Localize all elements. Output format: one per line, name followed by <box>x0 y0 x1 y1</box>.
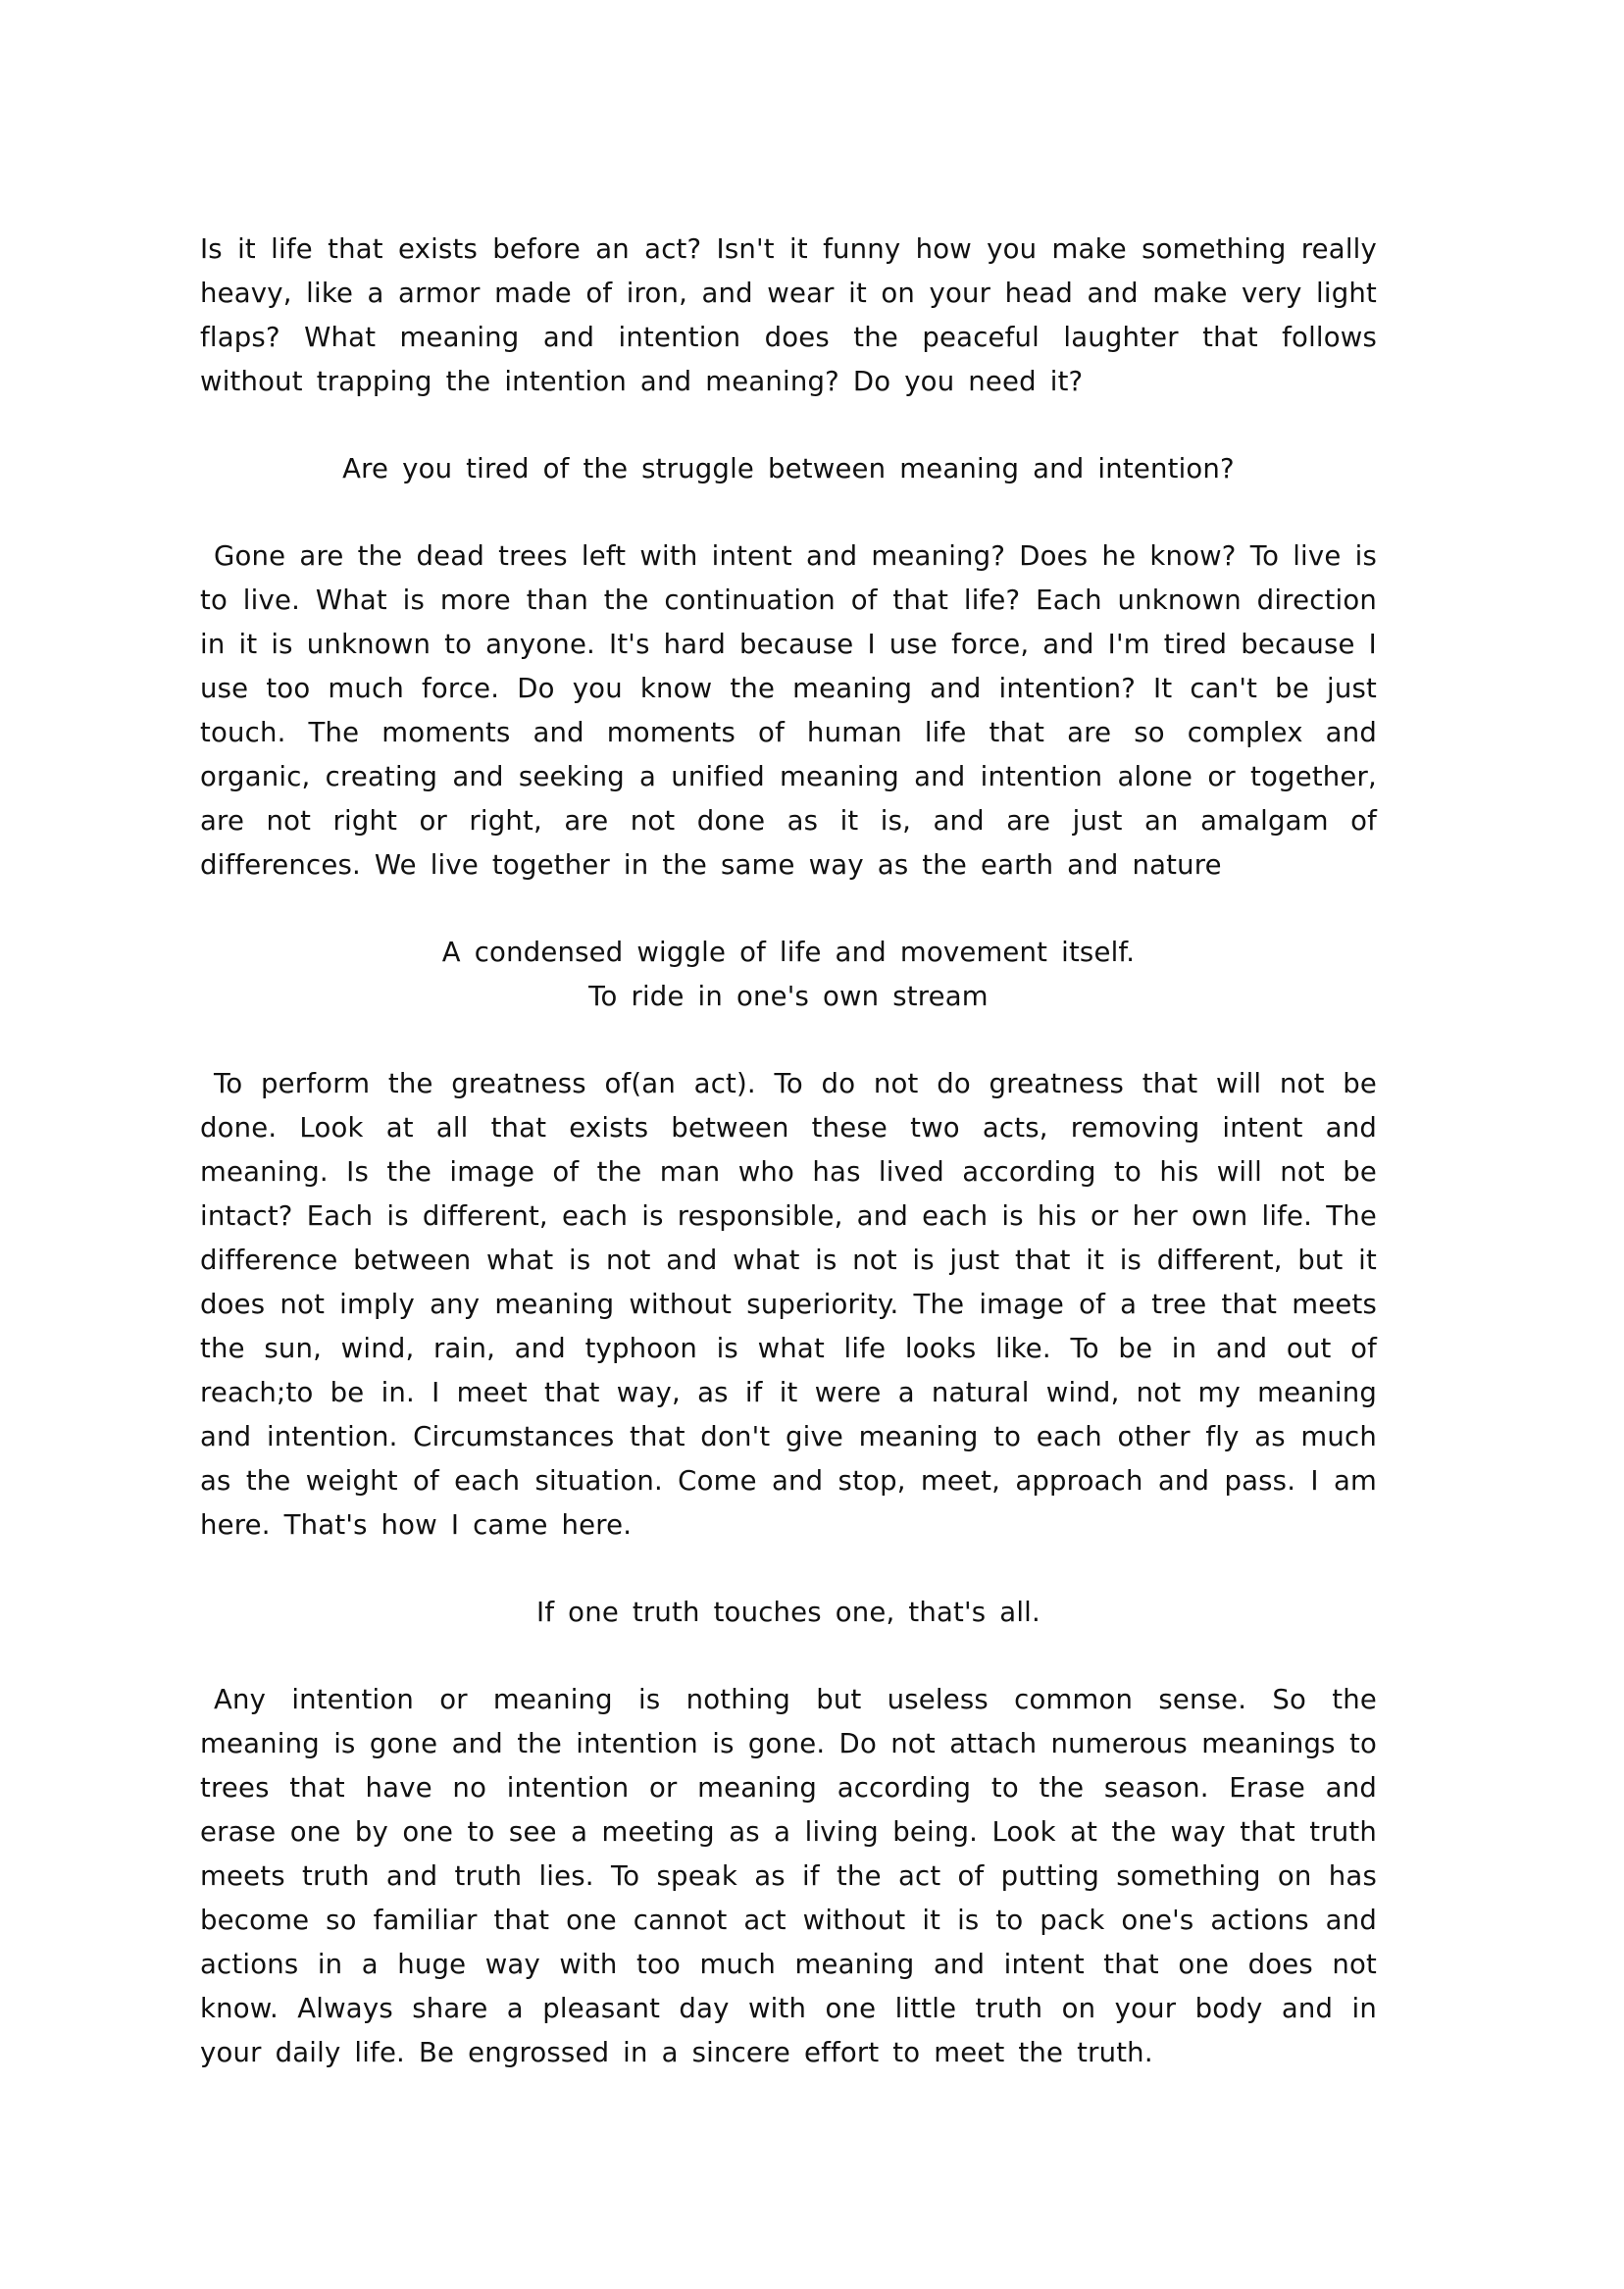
spacer <box>200 888 1377 931</box>
spacer <box>200 1548 1377 1591</box>
spacer <box>200 1635 1377 1678</box>
document-body <box>200 228 1377 2075</box>
centered-truth-line: If one truth touches one, that's all. <box>536 1597 1040 1628</box>
paragraph-1: Is it life that exists before an act? Isn't it funny how you make something really heavy, like a armor made of iron, and wear it on your head and make very light flaps? What meaning and intention does the peaceful laughter that follows without trapping the intention and meaning? Do you need it? <box>200 233 1377 397</box>
stanza-line-2: To ride in one's own stream <box>588 981 989 1012</box>
paragraph-3: To perform the greatness of(an act). To do not do greatness that will not be done. Look at all that exists between these two acts, removing intent and meaning. Is the image of the man who has lived according to his will not be intact? Each is different, each is responsible, and each is his or her own life. The difference between what is not and what is not is just that it is different, but it does not imply any meaning without superiority. The image of a tree that meets the sun, wind, rain, and typhoon is what life looks like. To be in and out of reach;to be in. I meet that way, as if it were a natural wind, not my meaning and intention. Circumstances that don't give meaning to each other fly as much as the weight of each situation. Come and stop, meet, approach and pass. I am here. That's how I came here. <box>200 1068 1377 1541</box>
centered-stanza <box>200 931 1377 1019</box>
spacer <box>200 1019 1377 1062</box>
stanza-line-1: A condensed wiggle of life and movement itself. <box>441 937 1136 968</box>
paragraph-4: Any intention or meaning is nothing but useless common sense. So the meaning is gone and the intention is gone. Do not attach numerous meanings to trees that have no intention or meaning according to the season. Erase and erase one by one to see a meeting as a living being. Look at the way that truth meets truth and truth lies. To speak as if the act of putting something on has become so familiar that one cannot act without it is to pack one's actions and actions in a huge way with too much meaning and intent that one does not know. Always share a pleasant day with one little truth on your body and in your daily life. Be engrossed in a sincere effort to meet the truth. <box>200 1684 1377 2068</box>
spacer <box>200 404 1377 447</box>
spacer <box>200 491 1377 534</box>
paragraph-2: Gone are the dead trees left with intent and meaning? Does he know? To live is to live. What is more than the continuation of that life? Each unknown direction in it is unknown to anyone. It's hard because I use force, and I'm tired because I use too much force. Do you know the meaning and intention? It can't be just touch. The moments and moments of human life that are so complex and organic, creating and seeking a unified meaning and intention alone or together, are not right or right, are not done as it is, and are just an amalgam of differences. We live together in the same way as the earth and nature <box>200 540 1377 881</box>
centered-question: Are you tired of the struggle between meaning and intention? <box>342 453 1235 484</box>
